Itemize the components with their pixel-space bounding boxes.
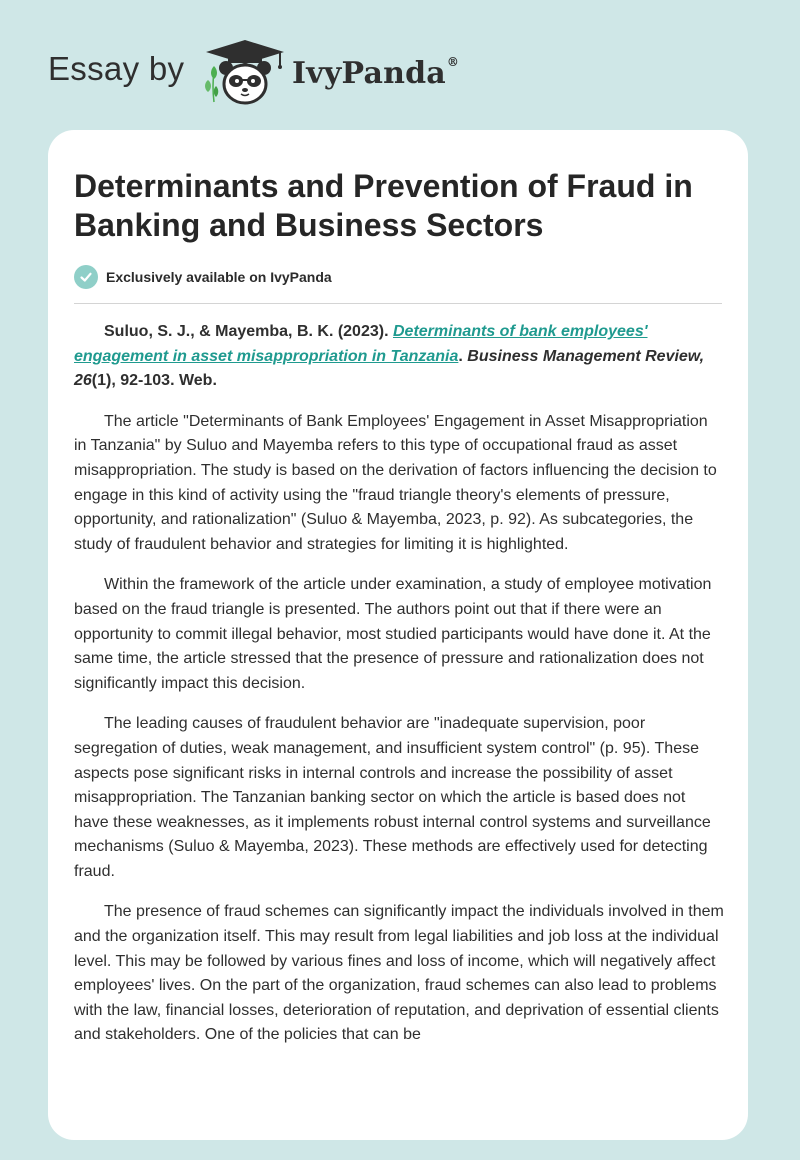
paragraph: Within the framework of the article under examination, a study of employee motivation based on the fraud triangle is presented. The authors point out that if there were an opportunity to commit illegal behavior, most studied participants would have done it. At the same time, the article stressed that the presence of pressure and rationalization does not significantly impact this decision. (74, 576, 712, 692)
brand-label: IvyPanda (292, 56, 446, 91)
page-title: Determinants and Prevention of Fraud in Banking and Business Sectors (74, 168, 693, 243)
checkmark-icon (74, 265, 98, 289)
badge-text: Exclusively available on IvyPanda (106, 269, 332, 285)
citation-after-link: . (458, 347, 463, 365)
divider (74, 303, 722, 304)
citation-issue-pages: (1), 92-103. Web. (91, 372, 217, 390)
paragraph: The article "Determinants of Bank Employees' Engagement in Asset Misappropriation in Tanzania" by Suluo and Mayemba refers to this type of occupational fraud as asset misappropriation. The study is based on the derivation of factors influencing the decision to engage in this kind of activity using the "fraud triangle theory's elements of pressure, opportunity, and rationalization" (Suluo & Mayemba, 2023, p. 92). As subcategories, the study of fraudulent behavior and strategies for limiting it is highlighted. (74, 412, 717, 553)
panda-graduation-cap-icon (200, 36, 290, 108)
essay-body (74, 320, 724, 1064)
ivy-leaf-icon (205, 66, 218, 102)
citation-link[interactable]: Determinants of bank employees' engagement in asset misappropriation in Tanzania (74, 323, 648, 365)
registered-mark: ® (446, 55, 460, 69)
exclusive-badge (74, 265, 332, 289)
ivypanda-logo[interactable] (200, 36, 290, 108)
brand-name[interactable] (292, 56, 459, 91)
paragraph: The leading causes of fraudulent behavior are "inadequate supervision, poor segregation of duties, weak management, and insufficient system control" (p. 95). These aspects pose significant risks in internal controls and increase the possibility of asset misappropriation. The Tanzanian banking sector on which the article is based does not have these weaknesses, as it implements robust internal control systems and surveillance mechanisms (Suluo & Mayemba, 2023). These methods are effectively used for detecting fraud. (74, 715, 711, 880)
essay-card (48, 130, 748, 1140)
essay-by-label: Essay by (48, 50, 185, 87)
site-header (0, 0, 800, 125)
citation-journal: Business Management Review, 26 (74, 347, 705, 390)
citation-authors: Suluo, S. J., & Mayemba, B. K. (2023). (104, 323, 389, 340)
paragraph: The presence of fraud schemes can significantly impact the individuals involved in them and the organization itself. This may result from legal liabilities and job loss at the individual level. This may be followed by various fines and loss of income, which will negatively affect employees' lives. On the part of the organization, fraud schemes can also lead to problems with the law, financial losses, deterioration of reputation, and deprivation of essential clients and stakeholders. One of the policies that can be (74, 903, 724, 1044)
citation (74, 320, 724, 394)
